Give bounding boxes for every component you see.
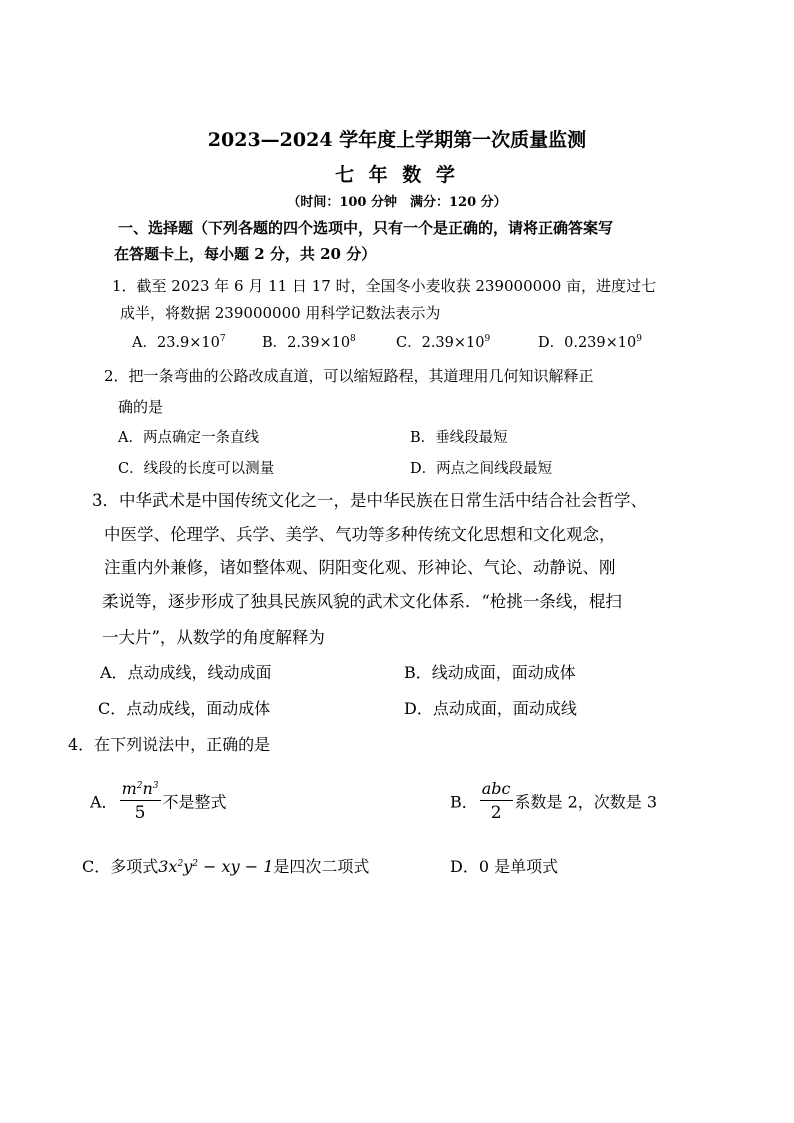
q1-option-d: D．$0.239\times 10^9$ [538,334,642,351]
section-instructions-line1: 一、选择题（下列各题的四个选项中，只有一个是正确的，请将正确答案写 [118,219,614,237]
q4-option-d: D．0 是单项式 [450,857,559,876]
q2-stem-line1: 2．把一条弯曲的公路改成直道，可以缩短路程，其道理用几何知识解释正 [104,367,594,385]
q1-option-a: A．$23.9\times 10^7$ [132,334,226,351]
q4-option-a: A． $\frac{m^2n^3}{5}$ 不是整式 [90,779,227,823]
q3-option-c: C．点动成线，面动成体 [98,699,271,718]
q3-stem-line2: 中医学、伦理学、兵学、美学、气功等多种传统文化思想和文化观念， [104,525,616,544]
q2-option-d: D．两点之间线段最短 [410,461,553,477]
q2-option-c: C．线段的长度可以测量 [118,461,275,477]
q2-stem-line2: 确的是 [118,398,164,416]
q2-option-a: A．两点确定一条直线 [118,430,259,446]
exam-subject: 七 年 数 学 [335,164,459,186]
q3-stem-line3: 注重内外兼修，诸如整体观、阴阳变化观、形神论、气论、动静说、刚 [104,558,616,577]
q3-stem-line1: 3．中华武术是中国传统文化之一，是中华民族在日常生活中结合社会哲学、 [92,491,647,510]
q1-option-c: C．$2.39\times 10^9$ [396,334,491,351]
q3-stem-line5: 一大片”，从数学的角度解释为 [102,628,325,647]
q3-option-d: D．点动成面，面动成线 [404,699,577,718]
q4-stem: 4．在下列说法中，正确的是 [68,735,271,754]
exam-meta: （时间：100 分钟 满分：120 分） [287,195,507,210]
q4-option-c: C．多项式$3x^2y^2$ − xy − 1是四次二项式 [82,857,370,876]
q3-stem-line4: 柔说等，逐步形成了独具民族风貌的武术文化体系．“枪挑一条线，棍扫 [102,592,622,611]
q2-option-b: B．垂线段最短 [410,430,508,446]
q4-option-b-fraction: $\frac{\text{abc}}{2}$ [481,779,511,823]
section-instructions-line2: 在答题卡上，每小题 2 分，共 20 分） [114,245,377,263]
q1-stem-line1: 1．截至 2023 年 6 月 11 日 17 时，全国冬小麦收获 239000000 亩，进度过七 [112,277,657,295]
q3-option-b: B．线动成面，面动成体 [404,663,576,682]
q1-stem-line2: 成半，将数据 239000000 用科学记数法表示为 [120,304,441,322]
q4-option-b: B． $\frac{\text{abc}}{2}$ 系数是 2，次数是 3 [450,779,658,823]
q4-option-a-fraction: $\frac{m^2n^3}{5}$ [121,779,159,823]
q3-option-a: A．点动成线，线动成面 [100,663,272,682]
q1-option-b: B．$2.39\times 10^8$ [262,334,356,351]
exam-title: 2023—2024 学年度上学期第一次质量监测 [207,129,587,151]
